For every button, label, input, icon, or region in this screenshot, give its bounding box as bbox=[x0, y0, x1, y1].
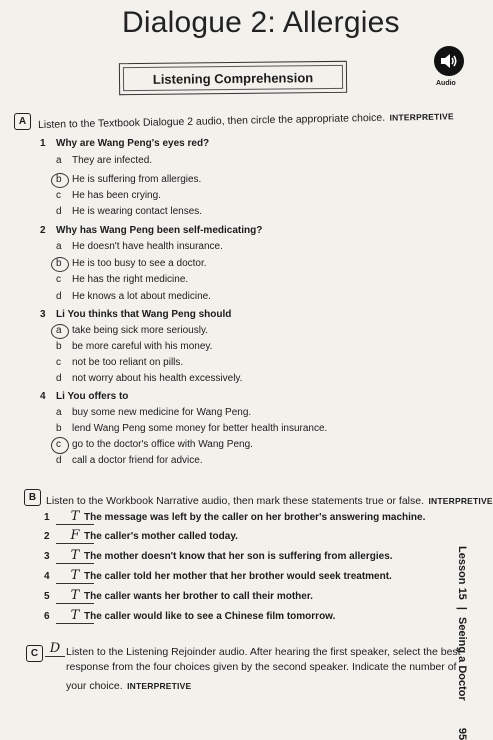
question-1: 1 Why are Wang Peng's eyes red? bbox=[40, 138, 210, 149]
answer-circle-q4 bbox=[51, 437, 69, 454]
listening-comprehension-label: Listening Comprehension bbox=[123, 65, 343, 91]
section-b-instruction-row bbox=[46, 491, 493, 509]
q2-option-d[interactable]: d He knows a lot about medicine. bbox=[56, 291, 211, 302]
section-c-instruction-line3: your choice. bbox=[66, 680, 123, 692]
audio-button[interactable] bbox=[434, 46, 464, 76]
page-sidebar bbox=[448, 546, 468, 740]
section-b-instruction: Listen to the Workbook Narrative audio, then mark these statements true or false. bbox=[46, 495, 424, 507]
question-4: 4 Li You offers to bbox=[40, 391, 129, 402]
tf-answer-5[interactable]: T bbox=[56, 589, 94, 604]
section-c-instruction-row3 bbox=[66, 676, 191, 694]
section-a-instruction-row bbox=[38, 106, 454, 133]
section-a-tag: INTERPRETIVE bbox=[389, 111, 454, 123]
question-2: 2 Why has Wang Peng been self-medicating? bbox=[40, 225, 263, 236]
tf-answer-6[interactable]: T bbox=[56, 609, 94, 624]
q4-option-c[interactable]: c go to the doctor's office with Wang Peng. bbox=[56, 439, 253, 450]
section-a-instruction: Listen to the Textbook Dialogue 2 audio, then circle the appropriate choice. bbox=[37, 111, 386, 131]
audio-label: Audio bbox=[436, 80, 456, 87]
page-number: 95 bbox=[456, 727, 468, 740]
section-c-tag: INTERPRETIVE bbox=[127, 681, 192, 691]
tf-answer-2[interactable]: F bbox=[56, 529, 94, 544]
section-b-tag: INTERPRETIVE bbox=[428, 496, 493, 506]
answer-circle-q2 bbox=[51, 257, 69, 272]
q1-option-c[interactable]: c He has been crying. bbox=[56, 190, 161, 201]
question-3: 3 Li You thinks that Wang Peng should bbox=[40, 309, 232, 320]
answer-circle-q3 bbox=[51, 324, 69, 339]
q2-option-b[interactable]: b He is too busy to see a doctor. bbox=[56, 258, 207, 269]
listening-comprehension-banner bbox=[119, 61, 347, 95]
section-c-box: C bbox=[26, 645, 43, 662]
tf-answer-1[interactable]: T bbox=[56, 510, 94, 525]
tf-answer-4[interactable]: T bbox=[56, 569, 94, 584]
section-b-box: B bbox=[24, 489, 41, 506]
q3-option-a[interactable]: a take being sick more seriously. bbox=[56, 325, 208, 336]
q2-option-a[interactable]: a He doesn't have health insurance. bbox=[56, 241, 223, 252]
section-a-box: A bbox=[14, 113, 31, 130]
section-c-instruction-line2: response from the four choices given by the second speaker. Indicate the number of bbox=[66, 661, 457, 673]
q3-option-d[interactable]: d not worry about his health excessively. bbox=[56, 373, 243, 384]
q1-option-d[interactable]: d He is wearing contact lenses. bbox=[56, 206, 203, 217]
q1-option-a[interactable]: a They are infected. bbox=[56, 155, 153, 166]
q4-option-b[interactable]: b lend Wang Peng some money for better health insurance. bbox=[56, 423, 328, 434]
answer-circle-q1 bbox=[51, 173, 69, 188]
q4-option-d[interactable]: d call a doctor friend for advice. bbox=[56, 455, 203, 466]
section-c-instruction-line1: Listen to the Listening Rejoinder audio. After hearing the first speaker, select the best bbox=[66, 646, 461, 658]
section-c-answer[interactable]: D bbox=[45, 642, 65, 657]
q1-option-b[interactable]: b He is suffering from allergies. bbox=[56, 174, 202, 185]
q4-option-a[interactable]: a buy some new medicine for Wang Peng. bbox=[56, 407, 252, 418]
page-title: Dialogue 2: Allergies bbox=[122, 6, 400, 39]
speaker-icon bbox=[440, 53, 458, 69]
q2-option-c[interactable]: c He has the right medicine. bbox=[56, 274, 189, 285]
q3-option-c[interactable]: c not be too reliant on pills. bbox=[56, 357, 184, 368]
tf-answer-3[interactable]: T bbox=[56, 549, 94, 564]
sidebar-lesson-topic: Lesson 15 | Seeing a Doctor 95 bbox=[456, 546, 468, 740]
q3-option-b[interactable]: b be more careful with his money. bbox=[56, 341, 213, 352]
